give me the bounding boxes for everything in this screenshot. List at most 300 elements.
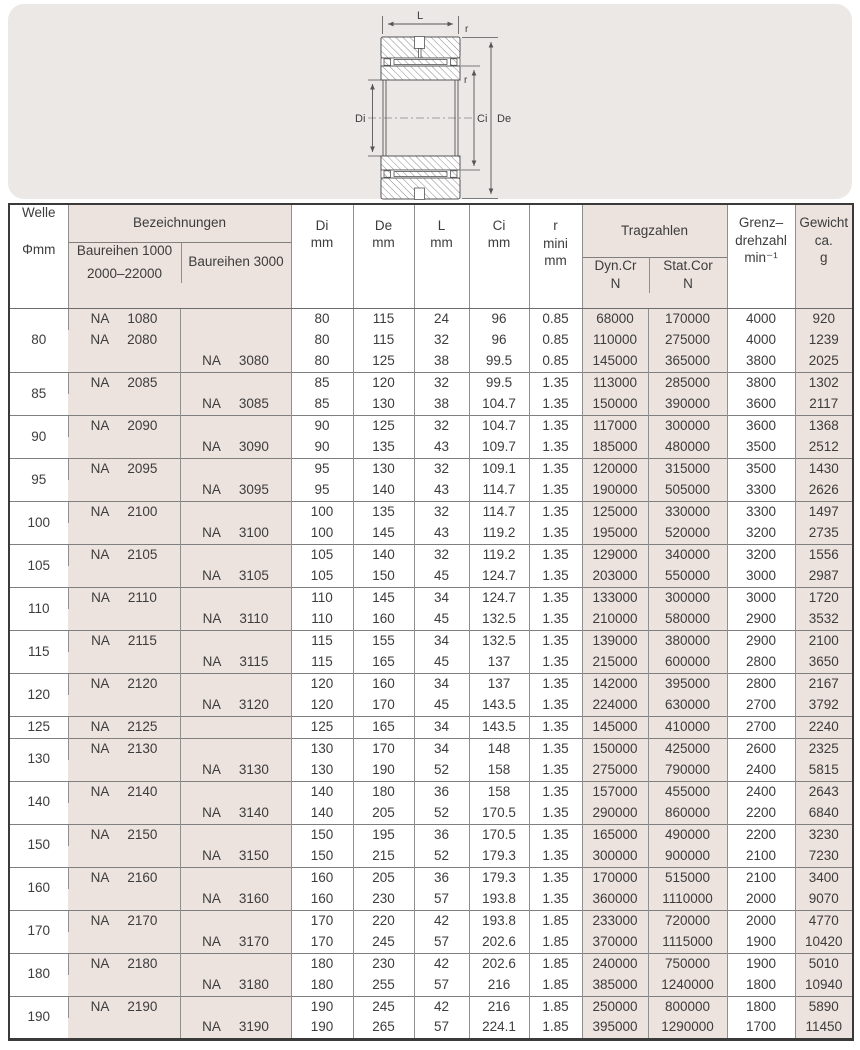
header-baureihen-1000-line1: Baureihen 1000 <box>76 243 173 258</box>
l-cell: 36 <box>414 781 469 803</box>
grenz-cell: 3500 <box>727 459 795 481</box>
r-cell: 1.35 <box>529 867 582 889</box>
grenz-cell: 3600 <box>727 394 795 416</box>
gewicht-cell: 1720 <box>795 588 853 610</box>
gewicht-cell: 920 <box>795 308 853 330</box>
grenz-cell: 3800 <box>727 373 795 395</box>
di-cell: 110 <box>291 588 353 610</box>
r-cell: 1.35 <box>529 652 582 674</box>
gewicht-cell: 1368 <box>795 416 853 438</box>
header-gewicht-line2: ca. <box>814 232 833 248</box>
dyn-cell: 68000 <box>582 308 648 330</box>
s3000-cell <box>180 996 291 1018</box>
s3000-cell: NA 3180 <box>180 975 291 997</box>
l-cell: 38 <box>414 394 469 416</box>
dyn-cell: 125000 <box>582 502 648 524</box>
ci-cell: 109.1 <box>469 459 529 481</box>
l-cell: 34 <box>414 674 469 696</box>
de-cell: 140 <box>353 480 414 502</box>
ci-cell: 179.3 <box>469 867 529 889</box>
r-cell: 1.35 <box>529 631 582 653</box>
s3000-cell <box>180 545 291 567</box>
dyn-cell: 139000 <box>582 631 648 653</box>
rollers-top <box>394 60 447 65</box>
grenz-cell: 2000 <box>727 889 795 911</box>
di-cell: 85 <box>291 394 353 416</box>
gewicht-cell: 3650 <box>795 652 853 674</box>
bearing-diagram <box>348 4 568 204</box>
di-cell: 110 <box>291 609 353 631</box>
dyn-cell: 250000 <box>582 996 648 1018</box>
ci-cell: 124.7 <box>469 588 529 610</box>
r-cell: 1.85 <box>529 996 582 1018</box>
stat-cell: 520000 <box>648 523 727 545</box>
header-grenzdrehzahl <box>727 204 795 308</box>
dyn-cell: 240000 <box>582 953 648 975</box>
dyn-cell: 170000 <box>582 867 648 889</box>
table-row <box>9 695 853 717</box>
grenz-cell: 2100 <box>727 846 795 868</box>
s1000-cell <box>68 1018 180 1040</box>
table-row <box>9 373 853 395</box>
ci-cell: 104.7 <box>469 416 529 438</box>
dyn-cell: 190000 <box>582 480 648 502</box>
l-cell: 52 <box>414 760 469 782</box>
welle-cell: 115 <box>9 631 68 674</box>
s1000-cell <box>68 932 180 954</box>
gewicht-cell: 11450 <box>795 1018 853 1040</box>
l-cell: 52 <box>414 803 469 825</box>
l-cell: 36 <box>414 867 469 889</box>
table-row <box>9 889 853 911</box>
header-ci-label: Ci <box>492 218 506 233</box>
header-de-unit: mm <box>372 234 395 250</box>
de-cell: 265 <box>353 1018 414 1040</box>
l-cell: 43 <box>414 480 469 502</box>
dyn-cell: 370000 <box>582 932 648 954</box>
header-di <box>291 204 353 308</box>
dim-label-r-inner: r <box>464 75 468 86</box>
header-tragzahlen-title: Tragzahlen <box>583 205 727 258</box>
gewicht-cell: 3532 <box>795 609 853 631</box>
table-row <box>9 803 853 825</box>
dyn-cell: 145000 <box>582 717 648 739</box>
s1000-cell <box>68 609 180 631</box>
di-cell: 80 <box>291 308 353 330</box>
stat-cell: 1290000 <box>648 1018 727 1040</box>
header-welle <box>9 204 68 308</box>
s3000-cell: NA 3190 <box>180 1018 291 1040</box>
table-row <box>9 480 853 502</box>
di-cell: 105 <box>291 566 353 588</box>
r-cell: 1.35 <box>529 373 582 395</box>
gewicht-cell: 1302 <box>795 373 853 395</box>
grenz-cell: 3200 <box>727 523 795 545</box>
s1000-cell: NA 2130 <box>68 738 180 760</box>
table-row <box>9 416 853 438</box>
oil-groove-top <box>415 37 425 49</box>
table-row <box>9 717 853 739</box>
l-cell: 57 <box>414 932 469 954</box>
s1000-cell: NA 2080 <box>68 330 180 352</box>
s3000-cell: NA 3090 <box>180 437 291 459</box>
dyn-cell: 185000 <box>582 437 648 459</box>
grenz-cell: 2700 <box>727 717 795 739</box>
header-r-unit: mm <box>544 252 567 268</box>
header-grenz-unit: min⁻¹ <box>744 249 778 265</box>
gewicht-cell: 1430 <box>795 459 853 481</box>
header-bezeichnungen-group <box>68 204 291 308</box>
header-de <box>353 204 414 308</box>
de-cell: 150 <box>353 566 414 588</box>
s3000-cell: NA 3160 <box>180 889 291 911</box>
cage-lip-top-left <box>384 59 391 66</box>
gewicht-cell: 2117 <box>795 394 853 416</box>
gewicht-cell: 3400 <box>795 867 853 889</box>
di-cell: 85 <box>291 373 353 395</box>
stat-cell: 800000 <box>648 996 727 1018</box>
stat-cell: 380000 <box>648 631 727 653</box>
di-cell: 170 <box>291 910 353 932</box>
r-cell: 1.35 <box>529 889 582 911</box>
s3000-cell <box>180 588 291 610</box>
s1000-cell: NA 1080 <box>68 308 180 330</box>
table-row <box>9 437 853 459</box>
r-cell: 1.85 <box>529 1018 582 1040</box>
di-cell: 180 <box>291 953 353 975</box>
gewicht-cell: 2512 <box>795 437 853 459</box>
dyn-cell: 142000 <box>582 674 648 696</box>
table-row <box>9 566 853 588</box>
grenz-cell: 2800 <box>727 674 795 696</box>
welle-cell: 85 <box>9 373 68 416</box>
l-cell: 42 <box>414 996 469 1018</box>
header-l <box>414 204 469 308</box>
grenz-cell: 3800 <box>727 351 795 373</box>
header-grenz-line2: drehzahl <box>735 232 787 248</box>
gewicht-cell: 2626 <box>795 480 853 502</box>
de-cell: 135 <box>353 437 414 459</box>
stat-cell: 480000 <box>648 437 727 459</box>
s3000-cell <box>180 824 291 846</box>
di-cell: 190 <box>291 1018 353 1040</box>
de-cell: 140 <box>353 545 414 567</box>
table-row <box>9 394 853 416</box>
table-row <box>9 588 853 610</box>
welle-cell: 120 <box>9 674 68 717</box>
stat-cell: 410000 <box>648 717 727 739</box>
stat-cell: 330000 <box>648 502 727 524</box>
r-cell: 1.35 <box>529 566 582 588</box>
table-row <box>9 308 853 330</box>
welle-cell: 125 <box>9 717 68 739</box>
di-cell: 140 <box>291 781 353 803</box>
r-cell: 0.85 <box>529 351 582 373</box>
de-cell: 205 <box>353 803 414 825</box>
header-gewicht-label <box>799 215 848 250</box>
header-stat-label: Stat.Cor <box>663 258 713 273</box>
l-cell: 57 <box>414 889 469 911</box>
di-cell: 100 <box>291 523 353 545</box>
di-cell: 90 <box>291 437 353 459</box>
header-r-mini-label <box>543 218 568 253</box>
s3000-cell <box>180 674 291 696</box>
dyn-cell: 110000 <box>582 330 648 352</box>
gewicht-cell: 2987 <box>795 566 853 588</box>
ci-cell: 114.7 <box>469 502 529 524</box>
table-row <box>9 674 853 696</box>
ci-cell: 216 <box>469 996 529 1018</box>
header-welle-label: Welle <box>21 205 56 220</box>
table-row <box>9 738 853 760</box>
s3000-cell: NA 3170 <box>180 932 291 954</box>
di-cell: 115 <box>291 652 353 674</box>
dyn-cell: 165000 <box>582 824 648 846</box>
di-cell: 80 <box>291 330 353 352</box>
r-cell: 1.35 <box>529 588 582 610</box>
s1000-cell: NA 2100 <box>68 502 180 524</box>
stat-cell: 750000 <box>648 953 727 975</box>
s1000-cell <box>68 760 180 782</box>
de-cell: 160 <box>353 609 414 631</box>
r-cell: 1.85 <box>529 975 582 997</box>
l-cell: 32 <box>414 545 469 567</box>
de-cell: 230 <box>353 953 414 975</box>
s3000-cell <box>180 308 291 330</box>
s3000-cell <box>180 631 291 653</box>
grenz-cell: 2600 <box>727 738 795 760</box>
table-row <box>9 1018 853 1040</box>
di-cell: 160 <box>291 889 353 911</box>
stat-cell: 340000 <box>648 545 727 567</box>
di-cell: 120 <box>291 695 353 717</box>
ci-cell: 158 <box>469 760 529 782</box>
welle-cell: 160 <box>9 867 68 910</box>
inner-ring-bottom <box>381 156 460 170</box>
de-cell: 125 <box>353 416 414 438</box>
l-cell: 45 <box>414 566 469 588</box>
table-row <box>9 631 853 653</box>
header-baureihen-1000-line2: 2000–22000 <box>86 265 163 281</box>
grenz-cell: 3000 <box>727 588 795 610</box>
de-cell: 135 <box>353 502 414 524</box>
r-cell: 1.35 <box>529 674 582 696</box>
gewicht-cell: 3792 <box>795 695 853 717</box>
welle-cell: 190 <box>9 996 68 1039</box>
di-cell: 80 <box>291 351 353 373</box>
r-cell: 1.85 <box>529 953 582 975</box>
dyn-cell: 150000 <box>582 738 648 760</box>
cage-lip-top-right <box>451 59 458 66</box>
oil-hole-top <box>419 49 422 59</box>
dyn-cell: 210000 <box>582 609 648 631</box>
di-cell: 105 <box>291 545 353 567</box>
grenz-cell: 2400 <box>727 760 795 782</box>
r-cell: 1.35 <box>529 803 582 825</box>
stat-cell: 170000 <box>648 308 727 330</box>
l-cell: 32 <box>414 459 469 481</box>
s3000-cell <box>180 953 291 975</box>
l-cell: 57 <box>414 975 469 997</box>
welle-cell: 150 <box>9 824 68 867</box>
l-cell: 52 <box>414 846 469 868</box>
ci-cell: 179.3 <box>469 846 529 868</box>
table-header <box>9 204 853 308</box>
dyn-cell: 300000 <box>582 846 648 868</box>
ci-cell: 96 <box>469 308 529 330</box>
stat-cell: 1110000 <box>648 889 727 911</box>
stat-cell: 900000 <box>648 846 727 868</box>
table-row <box>9 459 853 481</box>
stat-cell: 630000 <box>648 695 727 717</box>
s3000-cell <box>180 781 291 803</box>
de-cell: 125 <box>353 351 414 373</box>
stat-cell: 580000 <box>648 609 727 631</box>
grenz-cell: 1700 <box>727 1018 795 1040</box>
di-cell: 95 <box>291 459 353 481</box>
s3000-cell: NA 3085 <box>180 394 291 416</box>
table-row <box>9 502 853 524</box>
de-cell: 170 <box>353 738 414 760</box>
s1000-cell: NA 2180 <box>68 953 180 975</box>
r-cell: 1.35 <box>529 781 582 803</box>
r-cell: 1.85 <box>529 910 582 932</box>
de-cell: 145 <box>353 523 414 545</box>
de-cell: 180 <box>353 781 414 803</box>
gewicht-cell: 2167 <box>795 674 853 696</box>
grenz-cell: 3500 <box>727 437 795 459</box>
dim-label-r-top: r <box>465 24 469 35</box>
ci-cell: 96 <box>469 330 529 352</box>
stat-cell: 1240000 <box>648 975 727 997</box>
ci-cell: 170.5 <box>469 824 529 846</box>
dim-label-Di: Di <box>355 113 366 125</box>
de-cell: 245 <box>353 932 414 954</box>
ci-cell: 193.8 <box>469 910 529 932</box>
di-cell: 100 <box>291 502 353 524</box>
ci-cell: 148 <box>469 738 529 760</box>
gewicht-cell: 6840 <box>795 803 853 825</box>
s1000-cell: NA 2115 <box>68 631 180 653</box>
de-cell: 195 <box>353 824 414 846</box>
ci-cell: 216 <box>469 975 529 997</box>
gewicht-cell: 5890 <box>795 996 853 1018</box>
s3000-cell: NA 3095 <box>180 480 291 502</box>
s3000-cell: NA 3080 <box>180 351 291 373</box>
gewicht-cell: 2025 <box>795 351 853 373</box>
di-cell: 190 <box>291 996 353 1018</box>
di-cell: 170 <box>291 932 353 954</box>
de-cell: 205 <box>353 867 414 889</box>
de-cell: 115 <box>353 308 414 330</box>
r-cell: 1.35 <box>529 416 582 438</box>
grenz-cell: 4000 <box>727 330 795 352</box>
grenz-cell: 1800 <box>727 975 795 997</box>
ci-cell: 193.8 <box>469 889 529 911</box>
table-row <box>9 545 853 567</box>
de-cell: 190 <box>353 760 414 782</box>
s1000-cell: NA 2105 <box>68 545 180 567</box>
gewicht-cell: 1239 <box>795 330 853 352</box>
table-row <box>9 609 853 631</box>
table-row <box>9 351 853 373</box>
header-baureihen-3000 <box>182 243 291 283</box>
welle-cell: 95 <box>9 459 68 502</box>
welle-cell: 90 <box>9 416 68 459</box>
s3000-cell: NA 3150 <box>180 846 291 868</box>
table-row <box>9 932 853 954</box>
table-row <box>9 330 853 352</box>
header-ci <box>469 204 529 308</box>
de-cell: 245 <box>353 996 414 1018</box>
l-cell: 34 <box>414 738 469 760</box>
header-dyn <box>583 258 650 293</box>
de-cell: 170 <box>353 695 414 717</box>
di-cell: 115 <box>291 631 353 653</box>
l-cell: 32 <box>414 416 469 438</box>
header-l-unit: mm <box>430 234 453 250</box>
s1000-cell: NA 2110 <box>68 588 180 610</box>
s1000-cell: NA 2090 <box>68 416 180 438</box>
gewicht-cell: 5815 <box>795 760 853 782</box>
table-row <box>9 867 853 889</box>
stat-cell: 300000 <box>648 588 727 610</box>
header-gewicht <box>795 204 853 308</box>
grenz-cell: 2000 <box>727 910 795 932</box>
gewicht-cell: 10420 <box>795 932 853 954</box>
s1000-cell <box>68 351 180 373</box>
header-baureihen-1000 <box>69 243 182 283</box>
r-cell: 1.35 <box>529 394 582 416</box>
di-cell: 95 <box>291 480 353 502</box>
header-stat <box>650 258 727 293</box>
welle-cell: 130 <box>9 738 68 781</box>
gewicht-cell: 5010 <box>795 953 853 975</box>
header-dyn-label: Dyn.Cr <box>594 258 637 273</box>
s3000-cell: NA 3120 <box>180 695 291 717</box>
r-cell: 1.35 <box>529 717 582 739</box>
table-row <box>9 846 853 868</box>
s3000-cell <box>180 330 291 352</box>
di-cell: 160 <box>291 867 353 889</box>
header-r-line1: r <box>553 218 558 233</box>
ci-cell: 143.5 <box>469 695 529 717</box>
grenz-cell: 4000 <box>727 308 795 330</box>
stat-cell: 550000 <box>648 566 727 588</box>
table-row <box>9 975 853 997</box>
r-cell: 1.35 <box>529 545 582 567</box>
l-cell: 24 <box>414 308 469 330</box>
r-cell: 1.35 <box>529 437 582 459</box>
grenz-cell: 2100 <box>727 867 795 889</box>
header-di-unit: mm <box>310 234 334 250</box>
stat-cell: 285000 <box>648 373 727 395</box>
s1000-cell: NA 2190 <box>68 996 180 1018</box>
l-cell: 43 <box>414 437 469 459</box>
stat-cell: 300000 <box>648 416 727 438</box>
grenz-cell: 3600 <box>727 416 795 438</box>
table-row <box>9 652 853 674</box>
de-cell: 255 <box>353 975 414 997</box>
r-cell: 1.35 <box>529 480 582 502</box>
s3000-cell <box>180 459 291 481</box>
grenz-cell: 2800 <box>727 652 795 674</box>
ci-cell: 109.7 <box>469 437 529 459</box>
stat-cell: 600000 <box>648 652 727 674</box>
s1000-cell <box>68 652 180 674</box>
header-gewicht-unit: g <box>819 249 828 265</box>
stat-cell: 505000 <box>648 480 727 502</box>
